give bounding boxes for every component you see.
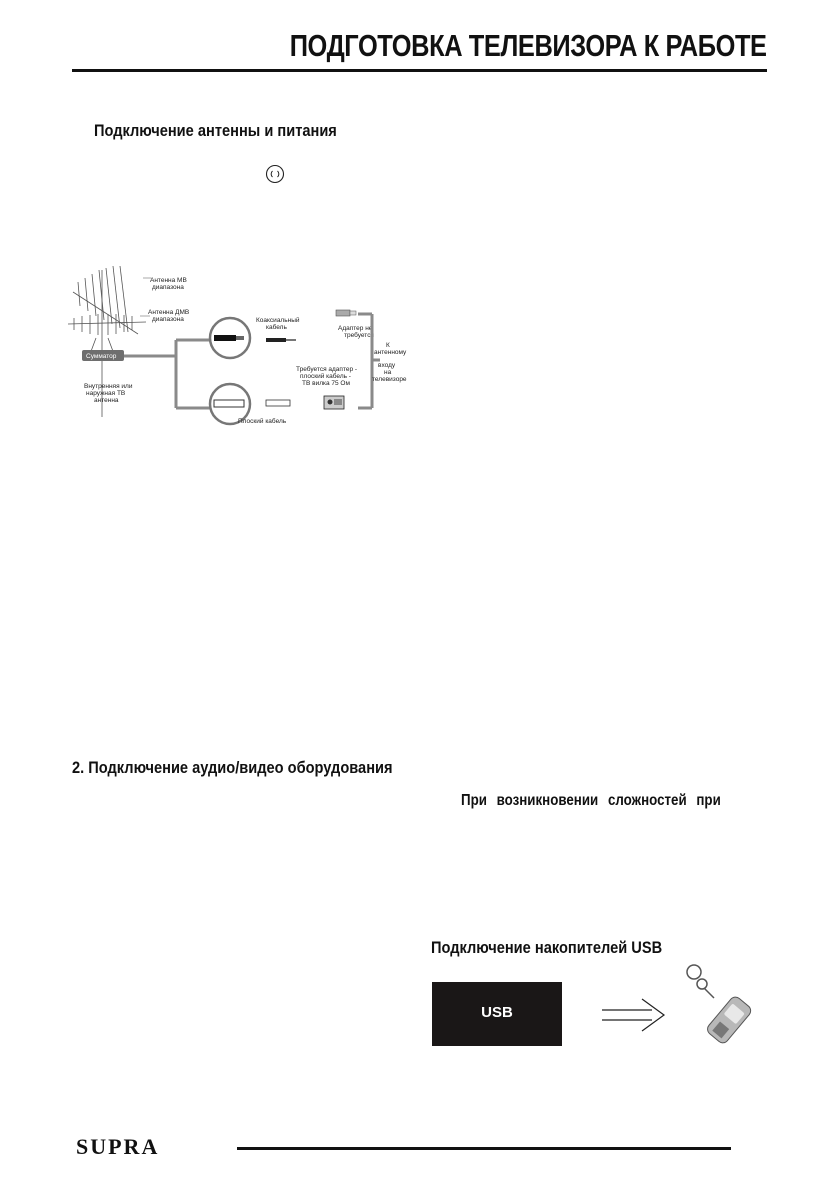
av-paragraph-fragment: При возникновении сложностей при [461, 792, 721, 809]
antenna-connection-diagram [68, 262, 428, 438]
svg-text:Сумматор: Сумматор [86, 353, 117, 360]
footer-divider [237, 1147, 731, 1150]
insert-arrow-icon [600, 995, 666, 1035]
svg-text:антенна: антенна [94, 397, 119, 404]
svg-text:кабель: кабель [266, 324, 287, 331]
svg-text:диапазона: диапазона [152, 316, 184, 323]
svg-text:на: на [384, 369, 392, 376]
svg-text:плоский кабель -: плоский кабель - [300, 373, 351, 380]
no-adapter-label: Адаптер не [338, 325, 373, 332]
svg-text:наружная ТВ: наружная ТВ [86, 390, 126, 397]
flat-cable-label: Плоский кабель [238, 418, 287, 425]
title-divider [72, 69, 767, 72]
svg-text:ТВ вилка 75 Ом: ТВ вилка 75 Ом [302, 380, 350, 387]
page-title: ПОДГОТОВКА ТЕЛЕВИЗОРА К РАБОТЕ [290, 28, 767, 63]
brand-logo: SUPRA [76, 1134, 160, 1159]
usb-port-label: USB [481, 1004, 513, 1021]
power-icon [265, 164, 285, 184]
uhf-antenna-label: Антенна ДМВ [148, 309, 190, 316]
vhf-antenna-label: Антенна МВ [150, 277, 187, 284]
usb-port-panel [432, 982, 562, 1046]
svg-text:антенному: антенному [374, 349, 407, 356]
svg-text:телевизоре: телевизоре [372, 376, 407, 383]
av-section-heading: 2. Подключение аудио/видео оборудования [72, 758, 393, 777]
svg-text:требуется: требуется [344, 332, 374, 339]
antenna-section-heading: Подключение антенны и питания [94, 121, 337, 140]
coax-cable-label: Коаксиальный [256, 317, 300, 324]
svg-text:входу: входу [378, 362, 396, 369]
tv-input-label: К [386, 342, 390, 349]
svg-text:диапазона: диапазона [152, 284, 184, 291]
usb-section-heading: Подключение накопителей USB [431, 938, 663, 957]
usb-flash-drive-icon [680, 962, 762, 1052]
indoor-antenna-label: Внутренняя или [84, 383, 133, 390]
adapter-required-label: Требуется адаптер - [296, 366, 358, 373]
